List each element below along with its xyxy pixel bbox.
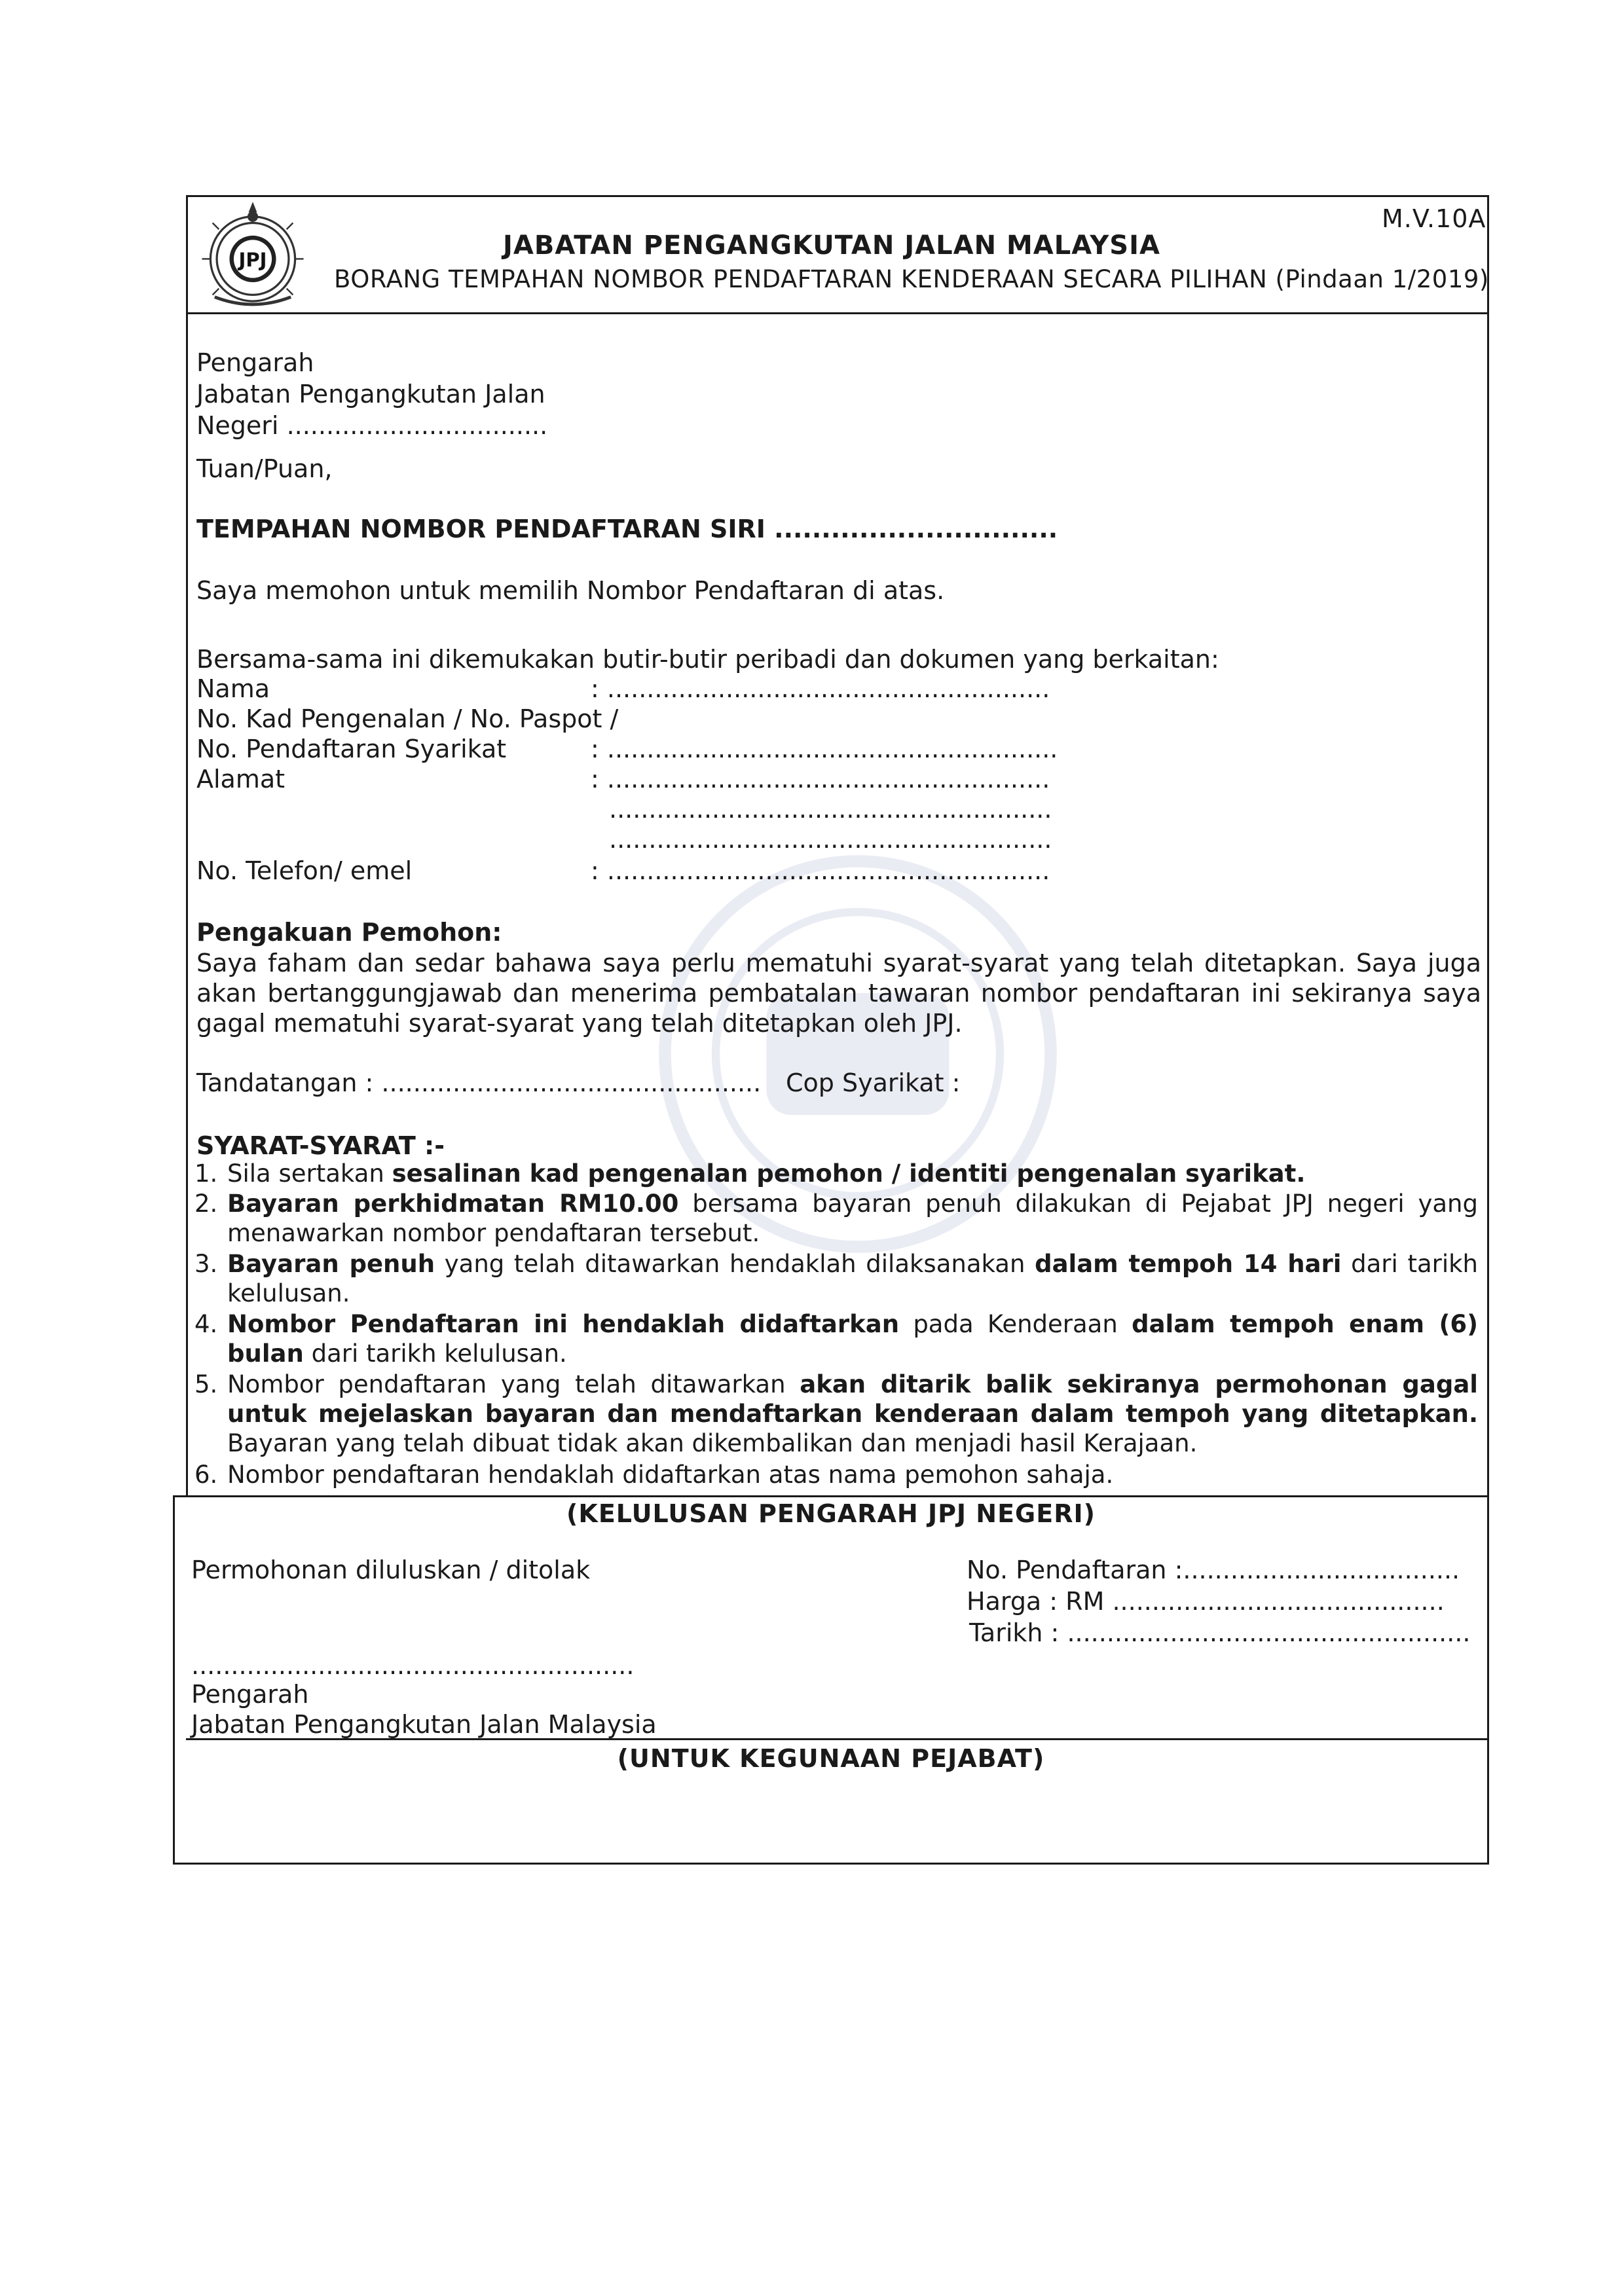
term-text-bold: Bayaran penuh: [227, 1250, 435, 1278]
field-value-address-2[interactable]: ........................................................: [609, 795, 1052, 824]
term-text-regular: dari tarikh kelulusan.: [227, 1250, 1478, 1307]
term-text-regular: Nombor pendaftaran yang telah ditawarkan: [227, 1370, 800, 1398]
term-text-regular: Sila sertakan: [227, 1159, 392, 1188]
field-value-address-3[interactable]: ........................................................: [609, 825, 1052, 854]
field-value-phone[interactable]: : ........................................................: [591, 856, 1050, 885]
term-number: 5.: [194, 1370, 218, 1398]
svg-text:JPJ: JPJ: [238, 248, 267, 271]
term-text-regular: dari tarikh kelulusan.: [303, 1339, 567, 1368]
approval-sign-line[interactable]: ........................................................: [191, 1651, 635, 1680]
term-text: [227, 1309, 1478, 1368]
form-title: BORANG TEMPAHAN NOMBOR PENDAFTARAN KENDERAAN SECARA PILIHAN (Pindaan 1/2019): [334, 265, 1489, 293]
term-text: [227, 1249, 1478, 1308]
details-intro: Bersama-sama ini dikemukakan butir-butir peribadi dan dokumen yang berkaitan:: [196, 645, 1219, 674]
approval-officer: Pengarah: [191, 1680, 309, 1709]
field-label-name: Nama: [196, 674, 270, 703]
field-value-name[interactable]: : ........................................................: [591, 674, 1050, 703]
term-text: [227, 1189, 1478, 1248]
term-text: [227, 1460, 1478, 1489]
term-text: [227, 1370, 1478, 1458]
term-text-bold: sesalinan kad pengenalan pemohon / identiti pengenalan syarikat.: [392, 1159, 1306, 1188]
address-line-2: Jabatan Pengangkutan Jalan: [196, 380, 545, 409]
approval-department: Jabatan Pengangkutan Jalan Malaysia: [191, 1710, 657, 1739]
company-stamp-field[interactable]: Cop Syarikat :: [786, 1068, 961, 1097]
term-text-regular: pada Kenderaan: [899, 1310, 1132, 1338]
term-text-regular: bersama bayaran penuh dilakukan di Pejabat JPJ negeri yang menawarkan nombor pendaftaran tersebut.: [227, 1190, 1478, 1247]
approval-status[interactable]: Permohonan diluluskan / ditolak: [191, 1556, 591, 1584]
declaration-heading: Pengakuan Pemohon:: [196, 918, 502, 947]
field-label-address: Alamat: [196, 765, 286, 793]
signature-field[interactable]: Tandatangan : ................................................: [196, 1068, 762, 1097]
term-number: 2.: [194, 1190, 218, 1218]
term-number: 3.: [194, 1250, 218, 1278]
field-label-company-reg: No. Pendaftaran Syarikat: [196, 735, 507, 763]
request-text: Saya memohon untuk memilih Nombor Pendaftaran di atas.: [196, 576, 945, 605]
approval-reg-no[interactable]: No. Pendaftaran :...................................: [967, 1556, 1460, 1584]
field-label-phone: No. Telefon/ emel: [196, 856, 413, 885]
term-number: 6.: [194, 1461, 218, 1489]
field-label-id: No. Kad Pengenalan / No. Paspot /: [196, 704, 619, 733]
address-line-3[interactable]: Negeri .................................: [196, 411, 548, 440]
approval-heading: (KELULUSAN PENGARAH JPJ NEGERI): [566, 1499, 1096, 1528]
approval-date[interactable]: Tarikh : ...................................................: [969, 1618, 1471, 1647]
office-use-heading: (UNTUK KEGUNAAN PEJABAT): [617, 1744, 1045, 1773]
term-text-bold: dalam tempoh 14 hari: [1035, 1250, 1342, 1278]
term-text-regular: Nombor pendaftaran hendaklah didaftarkan atas nama pemohon sahaja.: [227, 1461, 1114, 1489]
term-text-bold: Bayaran perkhidmatan RM10.00: [227, 1190, 679, 1218]
terms-heading: SYARAT-SYARAT :-: [196, 1131, 445, 1160]
frame-right-border: [1487, 312, 1489, 1497]
field-value-address-1[interactable]: : ........................................................: [591, 765, 1050, 793]
term-text-bold: dalam tempoh enam (6) bulan: [227, 1310, 1479, 1368]
term-number: 4.: [194, 1310, 218, 1338]
declaration-text: Saya faham dan sedar bahawa saya perlu mematuhi syarat-syarat yang telah ditetapkan. Saya juga akan bertanggungjawab dan menerima pembatalan tawaran nombor pendaftaran ini sekiranya saya gagal mematuhi syarat-syarat yang telah ditetapkan oleh JPJ.: [196, 949, 1481, 1038]
term-number: 1.: [194, 1159, 218, 1188]
subject-line[interactable]: TEMPAHAN NOMBOR PENDAFTARAN SIRI ..............................: [196, 515, 1058, 543]
term-text-regular: yang telah ditawarkan hendaklah dilaksanakan: [435, 1250, 1035, 1278]
org-title: JABATAN PENGANGKUTAN JALAN MALAYSIA: [503, 230, 1160, 261]
term-text-bold: akan ditarik balik sekiranya permohonan gagal untuk mejelaskan bayaran dan mendaftarkan kenderaan dalam tempoh yang ditetapkan.: [227, 1370, 1478, 1428]
form-code: M.V.10A: [1382, 204, 1486, 233]
approval-price[interactable]: Harga : RM ..........................................: [967, 1587, 1445, 1616]
term-text: [227, 1159, 1478, 1188]
salutation: Tuan/Puan,: [196, 454, 333, 483]
frame-left-border: [186, 312, 188, 1497]
address-line-1: Pengarah: [196, 348, 314, 377]
field-value-id[interactable]: : .........................................................: [591, 735, 1058, 763]
term-text-regular: Bayaran yang telah dibuat tidak akan dikembalikan dan menjadi hasil Kerajaan.: [227, 1429, 1198, 1457]
term-text-bold: Nombor Pendaftaran ini hendaklah didaftarkan: [227, 1310, 900, 1338]
